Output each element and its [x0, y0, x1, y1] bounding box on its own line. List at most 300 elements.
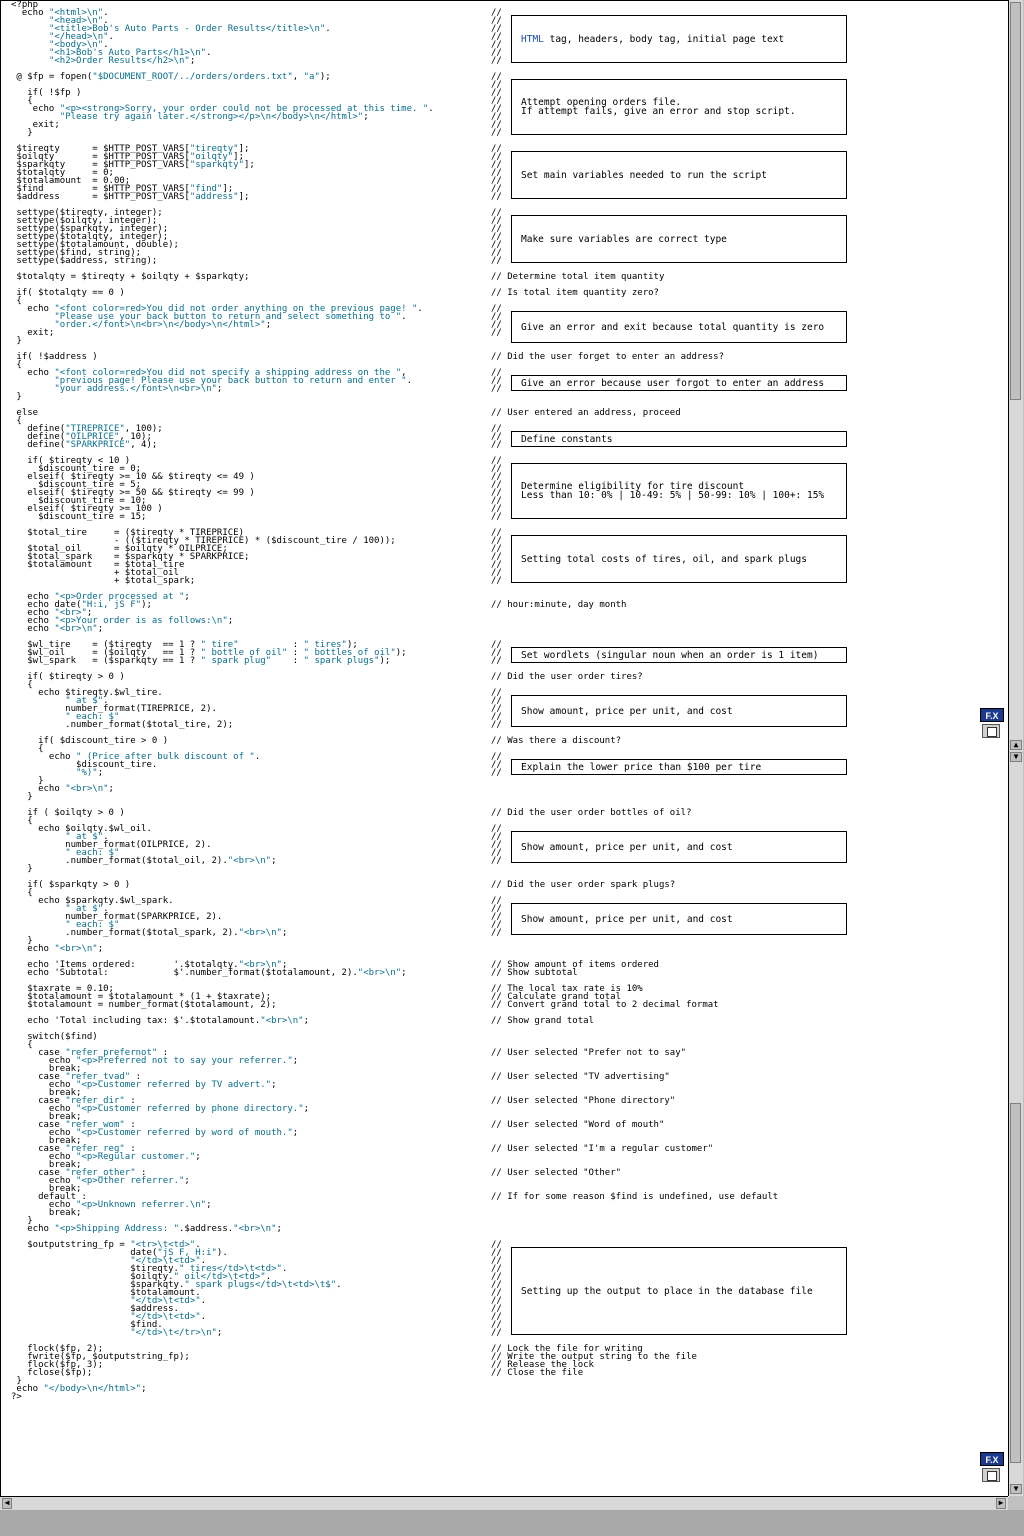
code-comment: //: [491, 1312, 502, 1322]
floating-panel-bottom: [980, 1452, 1006, 1484]
code-line: default :: [11, 1192, 87, 1202]
code-line: "Please use your back button to return and select something to ".: [54, 312, 407, 322]
code-line: }: [11, 936, 33, 946]
code-comment: //: [491, 688, 502, 698]
annotation-box: [511, 431, 847, 447]
code-comment: //: [491, 384, 502, 394]
code-comment: //: [491, 1248, 502, 1258]
code-comment: //: [491, 464, 502, 474]
code-line: define("SPARKPRICE", 4);: [11, 440, 158, 450]
code-line: exit;: [11, 328, 55, 338]
code-comment: //: [491, 224, 502, 234]
code-comment: //: [491, 1280, 502, 1290]
scroll-down-arrow-button[interactable]: ▼: [1010, 1484, 1022, 1494]
vertical-scrollbar[interactable]: [1008, 0, 1023, 1496]
code-line: $find = $HTTP_POST_VARS["find"];: [11, 184, 234, 194]
code-line: <?php: [11, 0, 39, 10]
code-line: break;: [11, 1208, 82, 1218]
annotation-text: [521, 171, 767, 180]
annotation-text: [521, 843, 733, 852]
horizontal-scrollbar[interactable]: [0, 1496, 1008, 1511]
annotation-label: Explain the lower price than $100 per tire: [521, 761, 762, 773]
annotation-text: [521, 379, 824, 388]
code-line: echo "<p>Customer referred by phone directory.";: [11, 1104, 310, 1114]
code-line: "<head>\n".: [48, 16, 109, 26]
code-line: echo "<p>Other referrer.";: [11, 1176, 190, 1186]
annotation-label: Show amount, price per unit, and cost: [521, 705, 733, 717]
code-line: "Please try again later.</strong></p>\n</body>\n</html>";: [59, 112, 369, 122]
code-comment: //: [491, 704, 502, 714]
code-line: $discount_tire = 0;: [11, 464, 142, 474]
code-line: echo "<p>Order processed at ";: [11, 592, 190, 602]
code-line: echo "<p>Customer referred by TV advert.";: [11, 1080, 277, 1090]
code-line: {: [11, 296, 22, 306]
code-line: echo "<p>Shipping Address: ".$address."<br>\n";: [11, 1224, 282, 1234]
code-line: number_format(OILPRICE, 2).: [11, 840, 212, 850]
code-line: $discount_tire.: [11, 760, 158, 770]
code-line: case "refer_other" :: [11, 1168, 147, 1178]
code-line: break;: [11, 1064, 82, 1074]
code-comment: //: [491, 640, 502, 650]
code-comment: //: [491, 912, 502, 922]
code-comment: // User selected "Other": [491, 1168, 622, 1178]
code-line: settype($address, string);: [11, 256, 158, 266]
annotation-label: Give an error because user forgot to enter an address: [521, 377, 825, 389]
code-comment: //: [491, 576, 502, 586]
code-line: $totalamount = $totalamount * (1 + $taxrate);: [11, 992, 272, 1002]
code-comment: //: [491, 184, 502, 194]
code-line: $oilqty." oil</td>\t<td>".: [11, 1272, 272, 1282]
code-line: $sparkqty." spark plugs</td>\t<td>\t$".: [11, 1280, 342, 1290]
code-line: echo $oilqty.$wl_oil.: [11, 824, 152, 834]
scroll-down-button[interactable]: ▼: [1010, 752, 1022, 762]
code-comment: // User selected "TV advertising": [491, 1072, 670, 1082]
code-line: $discount_tire = 15;: [11, 512, 147, 522]
code-comment: //: [491, 568, 502, 578]
code-line: echo "<br>\n";: [11, 624, 104, 634]
code-line: break;: [11, 1160, 82, 1170]
code-line: $outputstring_fp = "<tr>\t<td>".: [11, 1240, 201, 1250]
code-line: echo " (Price after bulk discount of ".: [11, 752, 261, 762]
code-comment: //: [491, 712, 502, 722]
code-line: {: [11, 96, 33, 106]
code-comment: //: [491, 320, 502, 330]
annotation-box: [511, 215, 847, 263]
annotation-box: [511, 311, 847, 343]
annotation-keyword: HTML: [521, 33, 544, 45]
code-comment: //: [491, 480, 502, 490]
code-line: "<body>\n".: [48, 40, 109, 50]
code-comment: //: [491, 112, 502, 122]
code-comment: //: [491, 528, 502, 538]
code-comment: // The local tax rate is 10%: [491, 984, 643, 994]
annotation-label: Set main variables needed to run the script: [521, 169, 767, 181]
code-line: "</td>\t<td>".: [130, 1296, 207, 1306]
code-comment: //: [491, 552, 502, 562]
page-icon-bottom[interactable]: [982, 1468, 1000, 1482]
code-line: {: [11, 416, 22, 426]
fx-button[interactable]: F.X: [980, 708, 1004, 722]
scroll-up-button[interactable]: ▲: [1010, 740, 1022, 750]
code-line: "previous page! Please use your back button to return and enter ".: [54, 376, 412, 386]
code-line: "<h1>Bob's Auto Parts</h1>\n".: [48, 48, 212, 58]
annotation-label: Attempt opening orders file. If attempt fails, give an error and stop script.: [521, 97, 796, 117]
code-line: @ $fp = fopen("$DOCUMENT_ROOT/../orders/orders.txt", "a");: [11, 72, 331, 82]
annotation-text: [521, 915, 733, 924]
code-comment: //: [491, 104, 502, 114]
code-comment: // Write the output string to the file: [491, 1352, 697, 1362]
annotation-box: [511, 695, 847, 727]
code-line: $totalqty = 0;: [11, 168, 114, 178]
code-line: case "refer_tvad" :: [11, 1072, 142, 1082]
code-line: }: [11, 1216, 33, 1226]
floating-panel-top: [980, 708, 1006, 740]
code-comment: // Close the file: [491, 1368, 584, 1378]
code-line: if( !$address ): [11, 352, 98, 362]
code-line: echo "<br>\n";: [11, 784, 114, 794]
code-line: settype($totalamount, double);: [11, 240, 179, 250]
code-comment: //: [491, 768, 502, 778]
annotation-text: [521, 482, 824, 500]
code-comment: // If for some reason $find is undefined, use default: [491, 1192, 779, 1202]
code-line: " each: $": [65, 920, 120, 930]
annotation-label: tag, headers, body tag, initial page text: [543, 33, 785, 45]
scrollbar-thumb-upper[interactable]: [1010, 2, 1021, 400]
annotation-box: [511, 759, 847, 775]
code-line: $totalamount = $total_tire: [11, 560, 185, 570]
code-line: fclose($fp);: [11, 1368, 93, 1378]
code-comment: //: [491, 504, 502, 514]
code-line: settype($find, string);: [11, 248, 142, 258]
code-comment: // User selected "Phone directory": [491, 1096, 676, 1106]
code-line: echo 'Subtotal: $'.number_format($totalamount, 2)."<br>\n";: [11, 968, 407, 978]
code-comment: //: [491, 312, 502, 322]
code-comment: //: [491, 144, 502, 154]
code-line: case "refer_prefernot" :: [11, 1048, 169, 1058]
code-comment: // User selected "Word of mouth": [491, 1120, 665, 1130]
code-comment: //: [491, 1288, 502, 1298]
code-line: echo "<br>\n";: [11, 944, 104, 954]
annotation-box: [511, 903, 847, 935]
code-comment: //: [491, 1328, 502, 1338]
code-line: "order.</font>\n<br>\n</body>\n</html>";: [54, 320, 272, 330]
annotation-label: Show amount, price per unit, and cost: [521, 841, 733, 853]
code-line: " each: $": [65, 712, 120, 722]
page-icon[interactable]: [982, 724, 1000, 738]
annotation-label: Setting up the output to place in the database file: [521, 1285, 813, 1297]
code-line: .number_format($total_tire, 2);: [11, 720, 234, 730]
code-comment: // Release the lock: [491, 1360, 594, 1370]
code-line: case "refer_dir" :: [11, 1096, 136, 1106]
code-line: echo "<html>\n".: [11, 8, 109, 18]
code-line: $totalqty = $tireqty + $oilqty + $sparkqty;: [11, 272, 250, 282]
code-comment: //: [491, 24, 502, 34]
code-comment: //: [491, 128, 502, 138]
code-comment: //: [491, 1296, 502, 1306]
annotation-label: Give an error and exit because total quantity is zero: [521, 321, 825, 333]
code-line: $discount_tire = 10;: [11, 496, 147, 506]
code-comment: //: [491, 328, 502, 338]
code-comment: //: [491, 72, 502, 82]
code-comment: //: [491, 1240, 502, 1250]
code-line: if( $discount_tire > 0 ): [11, 736, 169, 746]
code-comment: // Show amount of items ordered: [491, 960, 659, 970]
code-line: {: [11, 1040, 33, 1050]
status-bar: [0, 1510, 1024, 1536]
code-comment: //: [491, 536, 502, 546]
code-line: }: [11, 776, 44, 786]
code-comment: //: [491, 48, 502, 58]
code-comment: //: [491, 472, 502, 482]
code-line: "</td>\t<td>".: [130, 1256, 207, 1266]
code-comment: //: [491, 96, 502, 106]
code-line: "</td>\t</tr>\n";: [130, 1328, 223, 1338]
code-comment: // User entered an address, proceed: [491, 408, 681, 418]
code-line: echo "<p>Unknown referrer.\n";: [11, 1200, 212, 1210]
code-comment: //: [491, 304, 502, 314]
scrollbar-thumb-lower[interactable]: [1010, 1103, 1021, 1463]
code-comment: //: [491, 1272, 502, 1282]
code-comment: //: [491, 544, 502, 554]
annotation-text: [521, 98, 796, 116]
code-comment: //: [491, 656, 502, 666]
annotation-box: [511, 151, 847, 199]
code-line: define("TIREPRICE", 100);: [11, 424, 163, 434]
code-line: break;: [11, 1088, 82, 1098]
code-line: }: [11, 1376, 22, 1386]
annotation-label: Show amount, price per unit, and cost: [521, 913, 733, 925]
code-comment: //: [491, 920, 502, 930]
code-line: "<h2>Order Results</h2>\n";: [48, 56, 196, 66]
code-comment: //: [491, 824, 502, 834]
code-line: " at $".: [65, 904, 109, 914]
code-comment: // User selected "I'm a regular customer": [491, 1144, 714, 1154]
code-line: + $total_oil: [11, 568, 179, 578]
code-comment: //: [491, 160, 502, 170]
code-line: switch($find): [11, 1032, 98, 1042]
annotation-box: [511, 463, 847, 519]
code-comment: // Calculate grand total: [491, 992, 622, 1002]
code-line: $wl_spark = ($sparkqty == 1 ? " spark plug" : " spark plugs");: [11, 656, 391, 666]
annotation-label: Make sure variables are correct type: [521, 233, 727, 245]
annotation-label: Determine eligibility for tire discount Less than 10: 0% | 10-49: 5% | 50-99: 10% | 100+: 15%: [521, 481, 825, 501]
code-comment: //: [491, 832, 502, 842]
code-line: $tireqty." tires</td>\t<td>".: [11, 1264, 288, 1274]
code-comment: //: [491, 216, 502, 226]
code-line: break;: [11, 1184, 82, 1194]
code-comment: //: [491, 376, 502, 386]
code-line: $address = $HTTP_POST_VARS["address"];: [11, 192, 250, 202]
code-line: flock($fp, 2);: [11, 1344, 104, 1354]
code-line: {: [11, 680, 33, 690]
code-line: number_format(TIREPRICE, 2).: [11, 704, 217, 714]
annotation-box: [511, 535, 847, 583]
code-line: "%)";: [76, 768, 104, 778]
code-line: "<title>Bob's Auto Parts - Order Results</title>\n".: [48, 24, 331, 34]
code-line: }: [11, 128, 33, 138]
code-line: settype($tireqty, integer);: [11, 208, 163, 218]
annotation-text: [521, 1287, 813, 1296]
code-line: $discount_tire = 5;: [11, 480, 142, 490]
code-line: flock($fp, 3);: [11, 1360, 104, 1370]
code-comment: //: [491, 696, 502, 706]
code-comment: //: [491, 248, 502, 258]
code-comment: // Lock the file for writing: [491, 1344, 643, 1354]
code-line: {: [11, 888, 33, 898]
code-line: break;: [11, 1136, 82, 1146]
annotation-box: [511, 1247, 847, 1335]
code-line: $sparkqty = $HTTP_POST_VARS["sparkqty"];: [11, 160, 255, 170]
code-comment: //: [491, 720, 502, 730]
code-line: - (($tireqty * TIREPRICE) * ($discount_tire / 100));: [11, 536, 396, 546]
code-comment: //: [491, 16, 502, 26]
code-line: }: [11, 392, 22, 402]
code-comment: //: [491, 88, 502, 98]
code-line: echo $sparkqty.$wl_spark.: [11, 896, 174, 906]
code-comment: // User selected "Prefer not to say": [491, 1048, 687, 1058]
code-line: "</td>\t<td>".: [130, 1312, 207, 1322]
code-comment: //: [491, 840, 502, 850]
code-line: }: [11, 792, 33, 802]
code-line: echo "<br>";: [11, 608, 93, 618]
annotation-box: [511, 831, 847, 863]
code-comment: // hour:minute, day month: [491, 600, 627, 610]
code-comment: // Convert grand total to 2 decimal format: [491, 1000, 719, 1010]
code-comment: //: [491, 512, 502, 522]
code-comment: //: [491, 8, 502, 18]
code-comment: //: [491, 208, 502, 218]
code-comment: // Did the user order tires?: [491, 672, 643, 682]
code-line: {: [11, 744, 44, 754]
code-comment: //: [491, 1304, 502, 1314]
code-line: "</head>\n".: [48, 32, 114, 42]
code-comment: //: [491, 256, 502, 266]
code-line: $oilqty = $HTTP_POST_VARS["oilqty"];: [11, 152, 245, 162]
scroll-right-button[interactable]: ▶: [996, 1498, 1006, 1509]
code-line: "your address.</font>\n<br>\n";: [54, 384, 223, 394]
fx-button-bottom[interactable]: F.X: [980, 1452, 1004, 1466]
code-comment: // Is total item quantity zero?: [491, 288, 659, 298]
code-line: $wl_oil = ($oilqty == 1 ? " bottle of oil" : " bottles of oil");: [11, 648, 407, 658]
code-comment: //: [491, 648, 502, 658]
code-line: settype($oilqty, integer);: [11, 216, 158, 226]
code-line: if ( $oilqty > 0 ): [11, 808, 125, 818]
annotation-box: [511, 647, 847, 663]
code-line: elseif( $tireqty >= 10 && $tireqty <= 49 ): [11, 472, 255, 482]
code-comment: //: [491, 896, 502, 906]
code-line: {: [11, 360, 22, 370]
code-line: case "refer_reg" :: [11, 1144, 136, 1154]
annotation-text: [521, 763, 761, 772]
code-comment: //: [491, 152, 502, 162]
code-comment: //: [491, 176, 502, 186]
code-comment: // Determine total item quantity: [491, 272, 665, 282]
code-line: settype($totalqty, integer);: [11, 232, 169, 242]
code-comment: //: [491, 120, 502, 130]
code-line: exit;: [11, 120, 60, 130]
scroll-left-button[interactable]: ◀: [2, 1498, 12, 1509]
code-line: .number_format($total_oil, 2)."<br>\n";: [11, 856, 277, 866]
code-line: echo "<p>Your order is as follows:\n";: [11, 616, 234, 626]
annotation-label: Define constants: [521, 433, 613, 445]
code-line: $address.: [11, 1304, 179, 1314]
code-line: settype($sparkqty, integer);: [11, 224, 169, 234]
code-comment: // Was there a discount?: [491, 736, 622, 746]
code-line: echo "<p><strong>Sorry, your order could not be processed at this time. ".: [11, 104, 434, 114]
code-line: fwrite($fp, $outputstring_fp);: [11, 1352, 190, 1362]
code-line: echo "<p>Preferred not to say your referrer.";: [11, 1056, 299, 1066]
code-comment: //: [491, 1264, 502, 1274]
code-line: elseif( $tireqty >= 100 ): [11, 504, 163, 514]
code-line: echo date("H:i, jS F");: [11, 600, 152, 610]
code-line: $totalamount = 0.00;: [11, 176, 131, 186]
annotation-text: [521, 323, 824, 332]
code-line: $wl_tire = ($tireqty == 1 ? " tire" : " tires");: [11, 640, 358, 650]
code-line: case "refer_wom" :: [11, 1120, 136, 1130]
code-line: echo 'Total including tax: $'.$totalamount."<br>\n";: [11, 1016, 310, 1026]
code-line: echo $tireqty.$wl_tire.: [11, 688, 163, 698]
code-line: if( $totalqty == 0 ): [11, 288, 125, 298]
code-comment: //: [491, 856, 502, 866]
code-comment: // Did the user order bottles of oil?: [491, 808, 692, 818]
code-comment: //: [491, 752, 502, 762]
code-line: }: [11, 336, 22, 346]
code-comment: // Did the user order spark plugs?: [491, 880, 676, 890]
code-comment: //: [491, 168, 502, 178]
code-comment: // Did the user forget to enter an address?: [491, 352, 724, 362]
code-line: echo 'Items ordered: '.$totalqty."<br>\n";: [11, 960, 288, 970]
annotation-text: [521, 651, 818, 660]
code-comment: //: [491, 560, 502, 570]
code-comment: //: [491, 424, 502, 434]
code-comment: //: [491, 440, 502, 450]
code-comment: //: [491, 904, 502, 914]
annotation-label: Set wordlets (singular noun when an order is 1 item): [521, 649, 819, 661]
code-comment: // Show grand total: [491, 1016, 594, 1026]
code-line: " each: $": [65, 848, 120, 858]
code-line: $tireqty = $HTTP_POST_VARS["tireqty"];: [11, 144, 250, 154]
code-comment: //: [491, 32, 502, 42]
code-line: " at $".: [65, 832, 109, 842]
code-comment: //: [491, 496, 502, 506]
code-line: if( $sparkqty > 0 ): [11, 880, 131, 890]
code-line: $total_spark = $sparkqty * SPARKPRICE;: [11, 552, 250, 562]
code-line: $totalamount = number_format($totalamount, 2);: [11, 1000, 277, 1010]
annotation-text: [521, 235, 727, 244]
code-line: define("OILPRICE", 10);: [11, 432, 152, 442]
code-line: echo "</body>\n</html>";: [11, 1384, 147, 1394]
code-comment: //: [491, 192, 502, 202]
code-comment: //: [491, 1320, 502, 1330]
code-comment: //: [491, 1256, 502, 1266]
code-line: if( $tireqty < 10 ): [11, 456, 131, 466]
code-comment: //: [491, 760, 502, 770]
code-comment: //: [491, 56, 502, 66]
code-line: if( !$fp ): [11, 88, 82, 98]
code-line: echo "<font color=red>You did not specify a shipping address on the ",: [11, 368, 407, 378]
code-comment: //: [491, 240, 502, 250]
code-line: }: [11, 864, 33, 874]
annotation-box: [511, 375, 847, 391]
code-line: ?>: [11, 1392, 22, 1402]
code-line: elseif( $tireqty >= 50 && $tireqty <= 99 ): [11, 488, 255, 498]
code-line: + $total_spark;: [11, 576, 196, 586]
code-comment: // Show subtotal: [491, 968, 578, 978]
code-line: echo "<font color=red>You did not order anything on the previous page! ".: [11, 304, 423, 314]
code-line: $taxrate = 0.10;: [11, 984, 114, 994]
annotation-text: [521, 555, 807, 564]
code-line: break;: [11, 1112, 82, 1122]
